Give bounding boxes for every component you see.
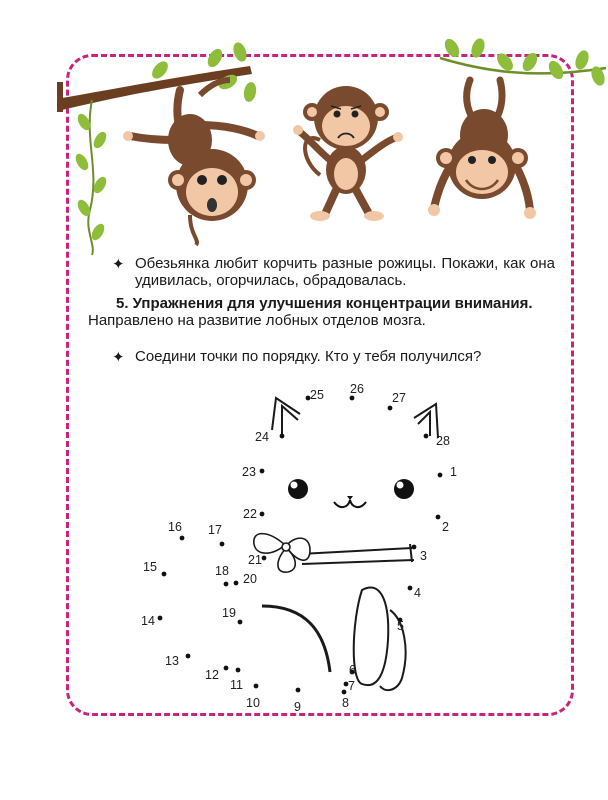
dot-15: [162, 572, 167, 577]
section-5-subtext: Направлено на развитие лобных отделов мозга.: [88, 312, 426, 329]
dot-28: [424, 434, 429, 439]
right-vine-illustration: [440, 36, 607, 87]
dot-label-26: 26: [350, 382, 364, 396]
dot-11: [236, 668, 241, 673]
sad-monkey-illustration: [293, 86, 403, 221]
dot-label-25: 25: [310, 388, 324, 402]
dot-label-17: 17: [208, 523, 222, 537]
dot-14: [158, 616, 163, 621]
dot-17: [220, 542, 225, 547]
dot-1: [438, 473, 443, 478]
dot-label-18: 18: [215, 564, 229, 578]
dot-label-20: 20: [243, 572, 257, 586]
dot-label-16: 16: [168, 520, 182, 534]
dot-23: [260, 469, 265, 474]
dot-label-13: 13: [165, 654, 179, 668]
dot-label-28: 28: [436, 434, 450, 448]
bullet-star-icon: ✦: [112, 349, 125, 366]
section-5-heading: 5. Упражнения для улучшения концентрации внимания.: [116, 295, 533, 312]
dot-label-2: 2: [442, 520, 449, 534]
dot-2: [436, 515, 441, 520]
dot-4: [408, 586, 413, 591]
dot-9: [296, 688, 301, 693]
tree-branch-illustration: [60, 41, 258, 112]
dot-16: [180, 536, 185, 541]
dot-label-11: 11: [230, 678, 243, 692]
dot-12: [224, 666, 229, 671]
bullet-star-icon: ✦: [112, 256, 125, 273]
dot-label-8: 8: [342, 696, 349, 710]
dot-label-22: 22: [243, 507, 257, 521]
dot-label-5: 5: [397, 619, 404, 633]
dot-18: [224, 582, 229, 587]
connect-dots-task-text: Соедини точки по порядку. Кто у тебя получился?: [135, 348, 482, 365]
dot-label-19: 19: [222, 606, 236, 620]
cat-face: [288, 479, 414, 507]
dot-label-10: 10: [246, 696, 260, 710]
dot-label-23: 23: [242, 465, 256, 479]
dot-10: [254, 684, 259, 689]
surprised-monkey-illustration: [123, 80, 265, 245]
dot-label-27: 27: [392, 391, 406, 405]
dot-label-6: 6: [349, 663, 356, 677]
dot-label-15: 15: [143, 560, 157, 574]
dot-label-12: 12: [205, 668, 219, 682]
dot-21: [262, 556, 267, 561]
dot-label-9: 9: [294, 700, 301, 714]
dot-24: [280, 434, 285, 439]
left-vine-illustration: [73, 100, 109, 255]
dot-19: [238, 620, 243, 625]
dot-label-24: 24: [255, 430, 269, 444]
dot-label-21: 21: [248, 553, 262, 567]
dot-label-1: 1: [450, 465, 457, 479]
dot-27: [388, 406, 393, 411]
dot-label-3: 3: [420, 549, 427, 563]
dot-label-4: 4: [414, 586, 421, 600]
dot-26: [350, 396, 355, 401]
cat-bow: [254, 534, 310, 573]
monkey-faces-task-text: Обезьянка любит корчить разные рожицы. Покажи, как она удивилась, огорчилась, обрадовалась.: [135, 255, 555, 289]
dot-label-7: 7: [348, 679, 355, 693]
dot-label-14: 14: [141, 614, 155, 628]
dot-22: [260, 512, 265, 517]
happy-monkey-illustration: [428, 80, 536, 219]
dot-20: [234, 581, 239, 586]
dot-3: [412, 545, 417, 550]
dot-13: [186, 654, 191, 659]
dot-8: [342, 690, 347, 695]
